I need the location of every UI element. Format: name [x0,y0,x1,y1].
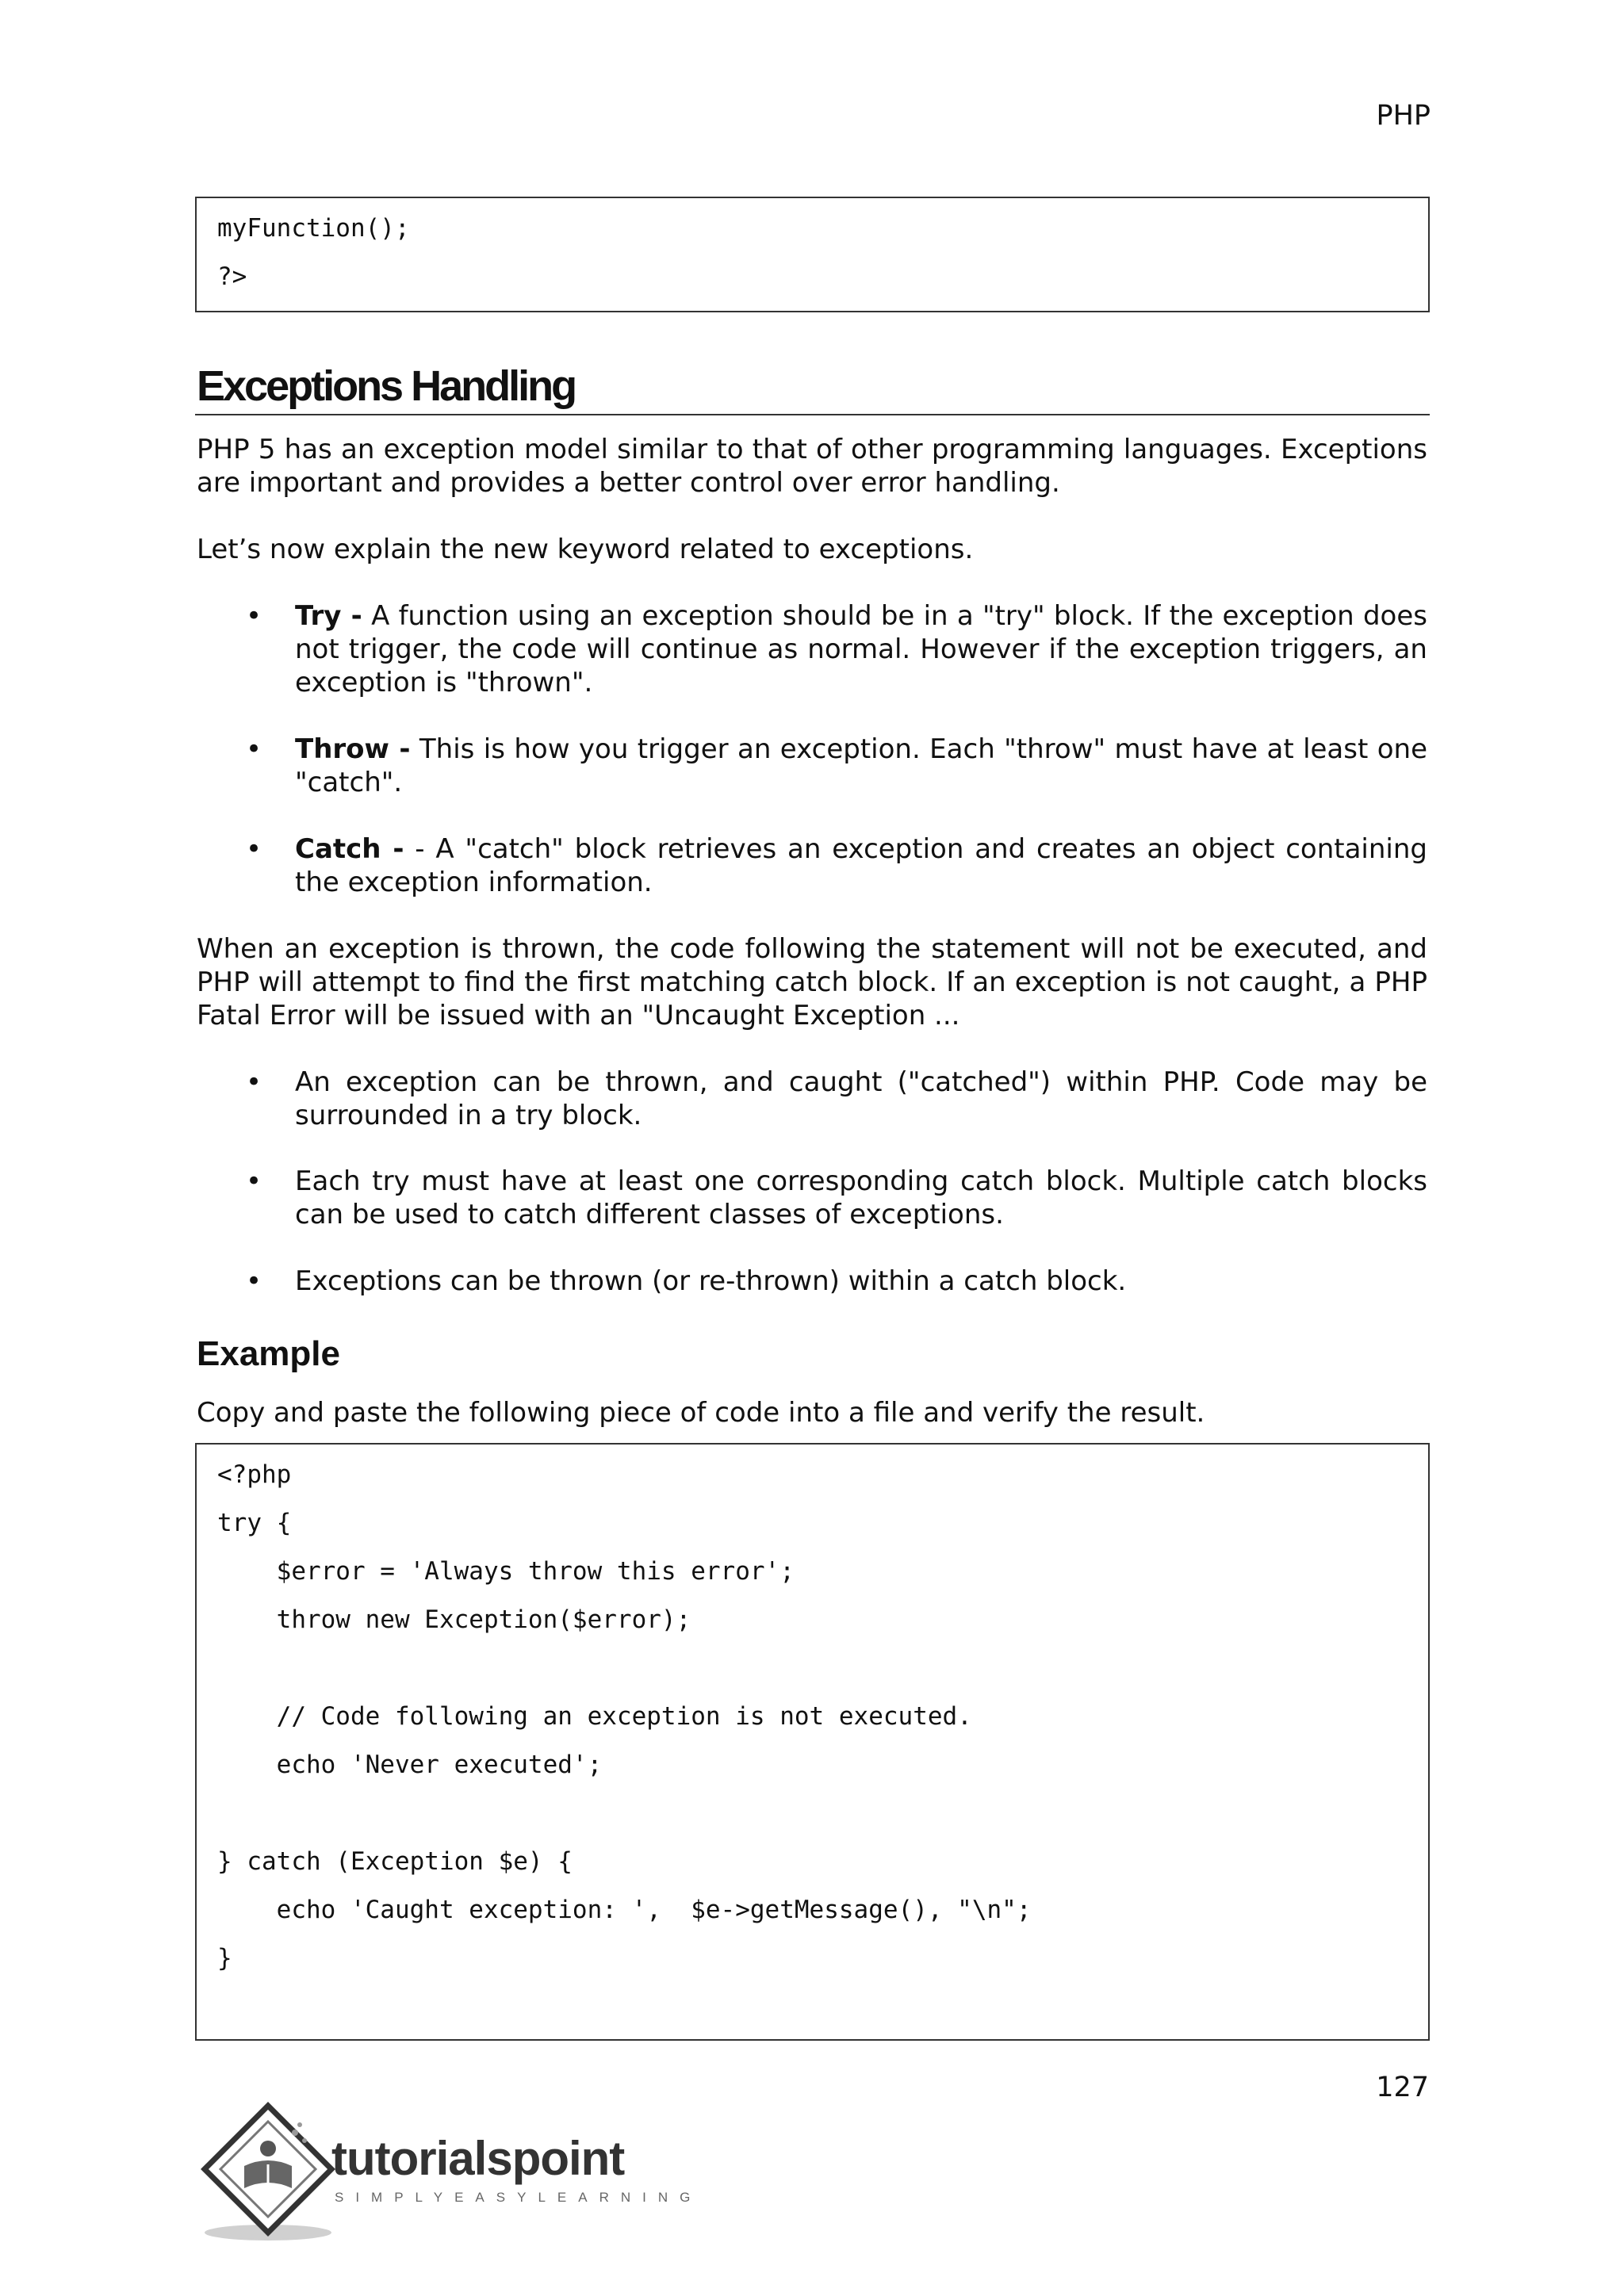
code-line: $error = 'Always throw this error'; [217,1557,795,1586]
keyword-term: Try - [295,600,362,632]
keyword-item-try [295,599,1427,699]
logo-tagline: SIMPLYEASYLEARNING [335,2190,703,2205]
code-line: } catch (Exception $e) { [217,1847,573,1876]
code-line: ?> [217,262,247,291]
bullet-icon: • [246,733,262,765]
body-paragraph: When an exception is thrown, the code following the statement will not be executed, and PHP will attempt to find the first matching catch block. If an exception is not caught, a PHP Fatal Error will be issued with an "Uncaught Exception ... [197,933,1427,1031]
example-intro: Copy and paste the following piece of code into a file and verify the result. [197,1397,1205,1429]
bullet-icon: • [246,1066,262,1098]
keyword-item-catch [295,832,1427,899]
keyword-desc: - A "catch" block retrieves an exception and creates an object containing the exception information. [295,833,1427,898]
code-line: // Code following an exception is not executed. [217,1702,972,1731]
example-heading: Example [197,1334,340,1373]
code-line: echo 'Never executed'; [217,1751,603,1779]
code-line: try { [217,1509,292,1537]
section-title: Exceptions Handling [197,362,576,410]
keyword-desc: A function using an exception should be in a "try" block. If the exception does not trigger, the code will continue as normal. However if the exception triggers, an exception is "thrown". [295,600,1427,698]
note-item: An exception can be thrown, and caught ("catched") within PHP. Code may be surrounded in a try block. [295,1066,1427,1131]
code-block-top [195,197,1430,312]
code-line: echo 'Caught exception: ', $e->getMessage(), "\n"; [217,1896,1032,1924]
intro-paragraph-2: Let’s now explain the new keyword related to exceptions. [197,534,974,565]
bullet-icon: • [246,833,262,865]
page-number: 127 [1376,2072,1429,2103]
code-line: } [217,1944,232,1973]
bullet-icon: • [246,1165,262,1197]
section-rule [195,414,1430,415]
code-block-example [195,1443,1430,2041]
code-line: myFunction(); [217,214,410,243]
code-line: throw new Exception($error); [217,1605,691,1634]
bullet-icon: • [246,600,262,632]
keyword-item-throw [295,733,1427,799]
intro-paragraph: PHP 5 has an exception model similar to that of other programming languages. Exceptions are important and provides a better control over error handling. [197,434,1427,499]
code-line: <?php [217,1460,292,1489]
logo-brand: tutorialspoint [331,2132,625,2185]
bullet-icon: • [246,1265,262,1297]
keyword-desc: This is how you trigger an exception. Each "throw" must have at least one "catch". [295,733,1427,798]
tutorialspoint-logo [195,2101,703,2244]
logo-diamond-icon [195,2101,346,2244]
keyword-term: Catch - [295,833,404,865]
note-item: Exceptions can be thrown (or re-thrown) within a catch block. [295,1265,1127,1297]
note-item: Each try must have at least one corresponding catch block. Multiple catch blocks can be used to catch different classes of exceptions. [295,1165,1427,1230]
header-title: PHP [1376,100,1431,132]
keyword-term: Throw - [295,733,411,765]
